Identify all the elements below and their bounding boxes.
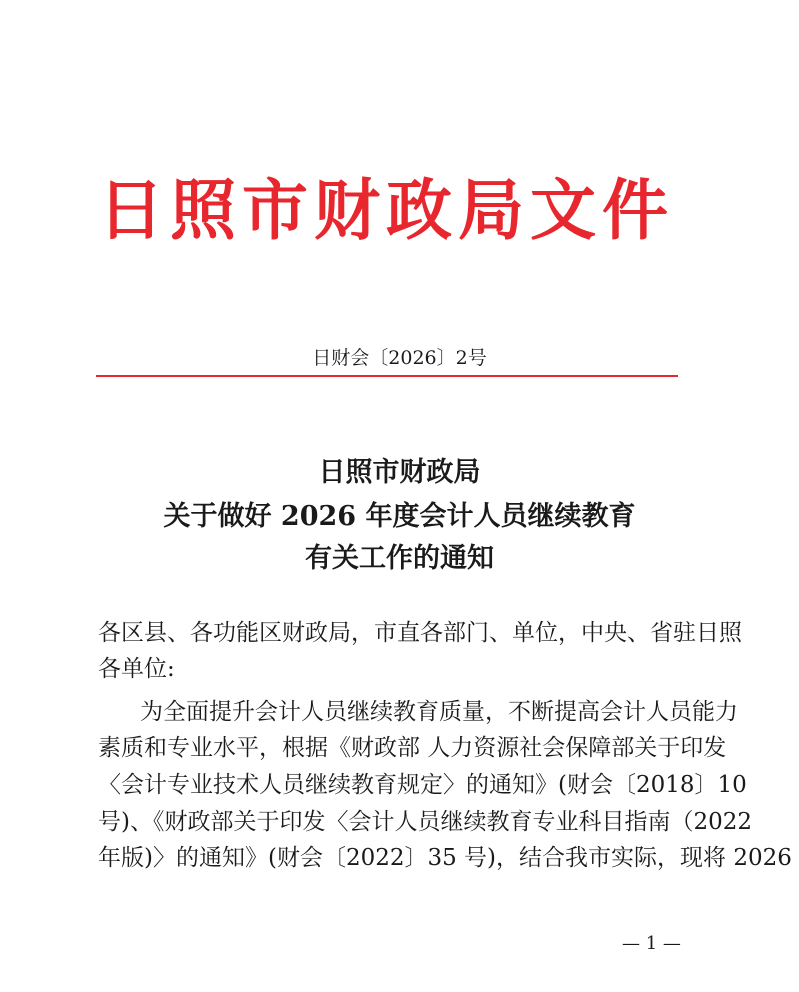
body-line: 各区县、各功能区财政局，市直各部门、单位，中央、省驻日照 [98,620,742,646]
body-line: 各单位: [98,656,175,682]
notice-title-line-3: 有关工作的通知 [305,543,494,574]
red-divider [96,375,678,377]
body-line: 为全面提升会计人员继续教育质量，不断提高会计人员能力 [140,699,738,725]
notice-title-line-1: 日照市财政局 [318,457,481,488]
notice-title-line-2: 关于做好 2026 年度会计人员继续教育 [163,501,636,532]
document-number: 日财会〔2026〕2号 [312,347,487,369]
page-number: — 1 — [622,933,681,954]
body-line: 〈会计专业技术人员继续教育规定〉的通知》(财会〔2018〕10 [98,772,747,798]
body-line: 素质和专业水平，根据《财政部 人力资源社会保障部关于印发 [98,735,727,761]
document-header-title: 日照市财政局文件 [98,172,668,249]
body-line: 年版)〉的通知》(财会〔2022〕35 号)，结合我市实际，现将 2026 [98,845,792,871]
body-line: 号)、《财政部关于印发〈会计人员继续教育专业科目指南（2022 [98,809,753,835]
